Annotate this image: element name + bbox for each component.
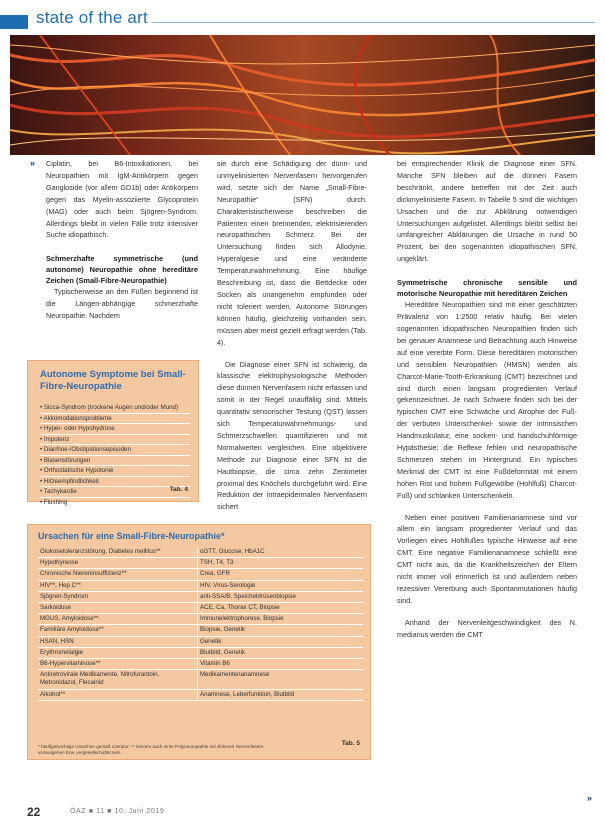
list-item: • Diarrhoe-/Obstipationsepisoden bbox=[40, 445, 190, 456]
table-row bbox=[38, 625, 363, 636]
table-label: Tab. 4 bbox=[169, 486, 188, 493]
cause-cell: Sarkoidose bbox=[38, 603, 198, 614]
test-cell: oGTT, Glucose, HbA1C bbox=[198, 547, 364, 558]
text-column-3 bbox=[397, 158, 577, 641]
list-item: • Blasenstörungen bbox=[40, 456, 190, 467]
cause-cell: Hypothyreose bbox=[38, 558, 198, 569]
table-row bbox=[38, 659, 363, 670]
test-cell: Medikamentenanamnese bbox=[198, 670, 364, 689]
table-row bbox=[38, 636, 363, 647]
test-cell: Vitamin B6 bbox=[198, 659, 364, 670]
list-item: • Tachykardie bbox=[40, 487, 190, 498]
header-photo bbox=[10, 35, 595, 155]
table-row bbox=[38, 569, 363, 580]
cause-cell: Familiäre Amyloidose** bbox=[38, 625, 198, 636]
test-cell: HIV, Virus-Serologie bbox=[198, 580, 364, 591]
list-item: • Hyper- oder Hypohydrose bbox=[40, 424, 190, 435]
table-footnote: * häufige/wichtige Ursachen gemäß Literatur; ** können auch einer Polyneuropathie mit dickeren Nervenfasern vorausgehen bzw. vergesellschaftet sein bbox=[38, 744, 264, 755]
cause-cell: Alkohol** bbox=[38, 689, 198, 700]
list-item: • Orthostatische Hypotonie bbox=[40, 466, 190, 477]
box-title: Autonome Symptome bei Small-Fibre-Neuropathie bbox=[40, 369, 186, 392]
table-row bbox=[38, 591, 363, 602]
causes-table-box bbox=[27, 524, 371, 760]
table-row bbox=[38, 614, 363, 625]
subheading: Schmerzhafte symmetrische (und autonome) Neuropathie ohne hereditäre Zeichen (Small-Fibre-Neuropathie) bbox=[46, 254, 198, 286]
list-item: • Flushing bbox=[40, 498, 190, 509]
paragraph: Hereditäre Neuropathien sind mit einer geschätzten Prävalenz von 1:2500 relativ häufig. Bei vielen sogenannten idiopathischen Neuropathien finden sich bei genauer Anamnese und Betrachtung auch Hinweise auf eine vererbte Form. Diese hereditären motorischen und sensiblen Neuropathien (HMSN) werden als Charcot-Marie-Tooth-Erkrankung (CMT) bezeichnet und sind durch einen langsam progredienten Verlauf gekennzeichnet. Je nach Schwere finden sich bei der typischen CMT eine Schwäche und Atrophie der Fuß- der verbuten Unterschenkel- sowie der intrinsischen Handmuskulatur, eine socken- und handschuhförmige Hypästhesie; die Reflexe fehlen und neuropathische Schmerzen stehen im Hintergrund. Ein typisches Merkmal der CMT ist eine Fußdeformität mit einem hohen Rist und hohem Fußgewölbe (Hohlfuß) Charcot-Fuß) und schlanken Unterschenkeln. bbox=[397, 300, 577, 500]
symptom-list bbox=[40, 403, 190, 508]
paragraph: Anhand der Nervenleitgeschwindigkeit des N. medianus werden die CMT bbox=[397, 617, 577, 639]
section-title: state of the art bbox=[36, 8, 148, 27]
cause-cell: HIV**, Hep C** bbox=[38, 580, 198, 591]
table-row bbox=[38, 580, 363, 591]
table-label: Tab. 5 bbox=[341, 740, 360, 747]
test-cell: Genetik bbox=[198, 636, 364, 647]
test-cell: Crea, GFR bbox=[198, 569, 364, 580]
table-row bbox=[38, 670, 363, 689]
test-cell: Biopsie, Genetik bbox=[198, 625, 364, 636]
test-cell: ACE, Ca, Thorax CT, Biopsie bbox=[198, 603, 364, 614]
list-item: • Impotenz bbox=[40, 435, 190, 446]
page-number: 22 bbox=[27, 805, 41, 819]
cause-cell: HSAN, HSN bbox=[38, 636, 198, 647]
text-column-2 bbox=[217, 158, 367, 513]
paragraph: bei entsprechender Klinik die Diagnose einer SFN. Manche SFN bleiben auf die dünnen Fasern beschränkt, andere betreffen mit der Zeit auch dickmyelinisierte Fasern. In Tabelle 5 sind die wichtigen Ursachen und die zur Abklärung notwendigen Untersuchungen aufgelistet. Allerdings bleibt selbst bei umfangreicher Abklärungen die Ursache in rund 50 Prozent, bei den sogenannten idiopathischen SFN, ungeklärt. bbox=[397, 159, 577, 264]
test-cell: TSH, T4, T3 bbox=[198, 558, 364, 569]
cause-cell: Sjögren-Syndrom bbox=[38, 591, 198, 602]
table-row bbox=[38, 647, 363, 658]
autonomic-symptoms-box bbox=[27, 360, 199, 506]
paragraph: Typischerweise an den Füßen beginnend ist die Längen-abhängige schmerzhafte Neuropathie. Nachdem bbox=[46, 287, 198, 321]
nerve-fibres-illustration bbox=[10, 35, 595, 155]
list-item: • Sicca-Syndrom (trockene Augen und/oder Mund) bbox=[40, 403, 190, 414]
paragraph: Ciplatin, bei B6-Intoxikationen, bei Neuropathien mit IgM-Antikörpern gegen Gangloside (vor allem GD1b) oder Antikörpern gegen das Myelin-assoziierte Glycoprotein (MAG) oder auch beim Sjögren-Syndrom. Allerdings bleibt in vielen Fälle trotz intensiver Suche idiopathisch. bbox=[46, 159, 198, 240]
cause-cell: B6-Hypervitaminose** bbox=[38, 659, 198, 670]
continue-arrow-icon: » bbox=[30, 158, 36, 168]
cause-cell: Antiretrovirale Medikamente, Nitrofurantoin, Metronidazol, Flecainid bbox=[38, 670, 198, 689]
cause-cell: Chronische Niereninsuffizienz** bbox=[38, 569, 198, 580]
test-cell: Immunelektrophorese, Biopsie bbox=[198, 614, 364, 625]
list-item: • Akkomodationsprobleme bbox=[40, 414, 190, 425]
test-cell: Anamnese, Leberfunktion, Blutbild bbox=[198, 689, 364, 700]
subheading: Symmetrische chronische sensible und motorische Neuropathie mit hereditären Zeichen bbox=[397, 278, 577, 299]
causes-table bbox=[38, 547, 363, 701]
table-row bbox=[38, 603, 363, 614]
text-column-1 bbox=[46, 158, 198, 322]
table-row bbox=[38, 558, 363, 569]
test-cell: anti-SSA/B, Speicheldrüsenbiopsie bbox=[198, 591, 364, 602]
table-row bbox=[38, 547, 363, 558]
cause-cell: Erythromelalgie bbox=[38, 647, 198, 658]
cause-cell: Glukosetoleranzstörung, Diabetes mellitus** bbox=[38, 547, 198, 558]
paragraph: Die Diagnose einer SFN ist schwierig, da klassische elektrophysiologische Methoden diese dünnen Nervenfasern nicht erfassen und somit in der Regel unauffällig sind. Mittels quantitativ sensorischer Testung (QST) lassen sich Temperaturwahrnehmungs- und Schmerzschwellen quantifizieren und mit Normalwerten vergleichen. Eine objektivere Methode zur Diagnose einer SFN ist die Hautbiopsie, die circa zehn Zentimeter proximal des Knöchels durchgeführt wird. Eine Reduktion der intraepidermalen Nervenfasern sichert bbox=[217, 359, 367, 512]
table-row bbox=[38, 689, 363, 700]
issue-info: ÖAZ ■ 11 ■ 10. Juni 2019 bbox=[70, 808, 165, 815]
box-title: Ursachen für eine Small-Fibre-Neuropathie* bbox=[38, 531, 225, 541]
continue-arrow-icon: » bbox=[587, 793, 593, 803]
paragraph: Neben einer positiven Familienanamnese sind vor allem ein langsam progredienter Verlauf und das Vorliegen eines Hohlfußes typische Hinweise auf eine CMT. Eine negative Familienanamnese schließt eine CMT nicht aus, da die Krankheitszeichen der Eltern nicht immer voll erinnerlich ist und außerdem neben rezessiver Vererbung auch Spontanmutationen häufig sind. bbox=[397, 512, 577, 605]
test-cell: Blutbild, Genetik bbox=[198, 647, 364, 658]
list-item: • Hitzeempfindlichkeit bbox=[40, 477, 190, 488]
section-color-block bbox=[0, 15, 28, 29]
cause-cell: MGUS, Amyloidose** bbox=[38, 614, 198, 625]
header-rule bbox=[152, 22, 595, 23]
paragraph: sie durch eine Schädigung der dünn- und unmyelinisierten Nervenfasern hervorgerufen wird, setzte sich der Name „Small-Fibre-Neuropathie“ (SFN) durch. Charakteristischerweise beschreiben die Patienten einen brennenden, elektrisierenden neuropathischen Schmerz. Bei der Untersuchung finden sich Allodynie, Hyperalgesie und eine veränderte Temperaturwahrnehmung. Eine häufige Beschreibung ist, dass die Bettdecke oder Socken als unangenehm empfunden oder nicht toleriert werden. Autonome Störungen können häufig, gleichzeitig vorhanden sein, müssen aber meist gezielt erfragt werden (Tab. 4). bbox=[217, 159, 367, 347]
